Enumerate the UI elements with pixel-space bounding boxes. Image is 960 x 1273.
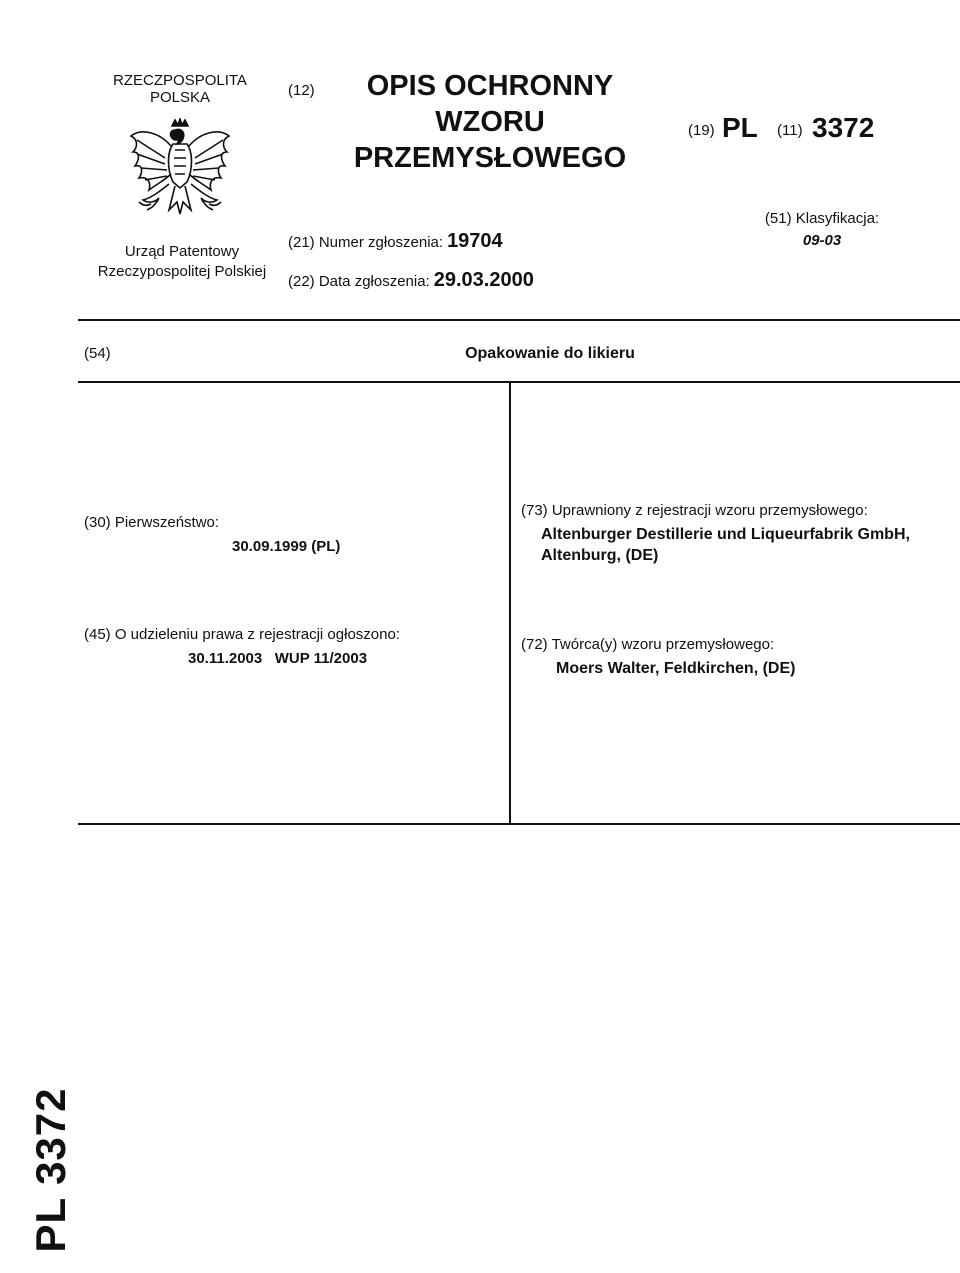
divider-vertical xyxy=(509,381,511,825)
document-number: 3372 xyxy=(812,112,875,143)
side-identifier xyxy=(27,1087,74,1253)
classification-label: (51) Klasyfikacja: xyxy=(764,210,880,227)
title-line-1: OPIS OCHRONNY xyxy=(366,70,614,102)
title-line-2: WZORU xyxy=(435,106,545,138)
side-identifier-text: PL 3372 xyxy=(27,1087,74,1253)
divider-title xyxy=(78,381,960,383)
title-field-value: Opakowanie do likieru xyxy=(465,345,635,362)
application-date-label: (22) Data zgłoszenia: xyxy=(288,273,430,290)
application-date-value: 29.03.2000 xyxy=(433,269,534,291)
divider-top xyxy=(78,319,960,321)
code-19-label: (19) xyxy=(688,122,715,139)
code-11-label: (11) xyxy=(777,122,803,139)
creator-label: (72) Twórca(y) wzoru przemysłowego: xyxy=(521,636,775,653)
publication-value: 30.11.2003 WUP 11/2003 xyxy=(188,650,368,667)
priority-value: 30.09.1999 (PL) xyxy=(232,538,341,555)
document-title xyxy=(340,68,640,176)
country-line-2: POLSKA xyxy=(149,89,211,106)
office-line-2: Rzeczypospolitej Polskiej xyxy=(97,263,267,280)
holder-location: Altenburg, (DE) xyxy=(541,547,659,564)
country-code: PL xyxy=(722,112,758,143)
application-number-value: 19704 xyxy=(447,230,503,252)
holder-name: Altenburger Destillerie und Liqueurfabrik GmbH, xyxy=(541,526,910,543)
priority-label: (30) Pierwszeństwo: xyxy=(84,514,220,531)
publication-label: (45) O udzieleniu prawa z rejestracji ogłoszono: xyxy=(84,626,400,643)
patent-office-name xyxy=(82,242,282,282)
eagle-emblem-icon xyxy=(125,118,235,230)
country-line-1: RZECZPOSPOLITA xyxy=(113,72,247,89)
holder-label: (73) Uprawniony z rejestracji wzoru przemysłowego: xyxy=(521,502,868,519)
application-number xyxy=(288,230,503,253)
divider-bottom xyxy=(78,823,960,825)
application-date xyxy=(288,269,534,292)
creator-value: Moers Walter, Feldkirchen, (DE) xyxy=(556,660,796,677)
application-number-label: (21) Numer zgłoszenia: xyxy=(288,234,444,251)
code-12-label: (12) xyxy=(288,82,315,99)
title-line-3: PRZEMYSŁOWEGO xyxy=(353,142,627,174)
country-name xyxy=(100,72,260,106)
office-line-1: Urząd Patentowy xyxy=(124,243,240,260)
title-field-label: (54) xyxy=(84,345,111,362)
classification-value: 09-03 xyxy=(802,232,842,249)
